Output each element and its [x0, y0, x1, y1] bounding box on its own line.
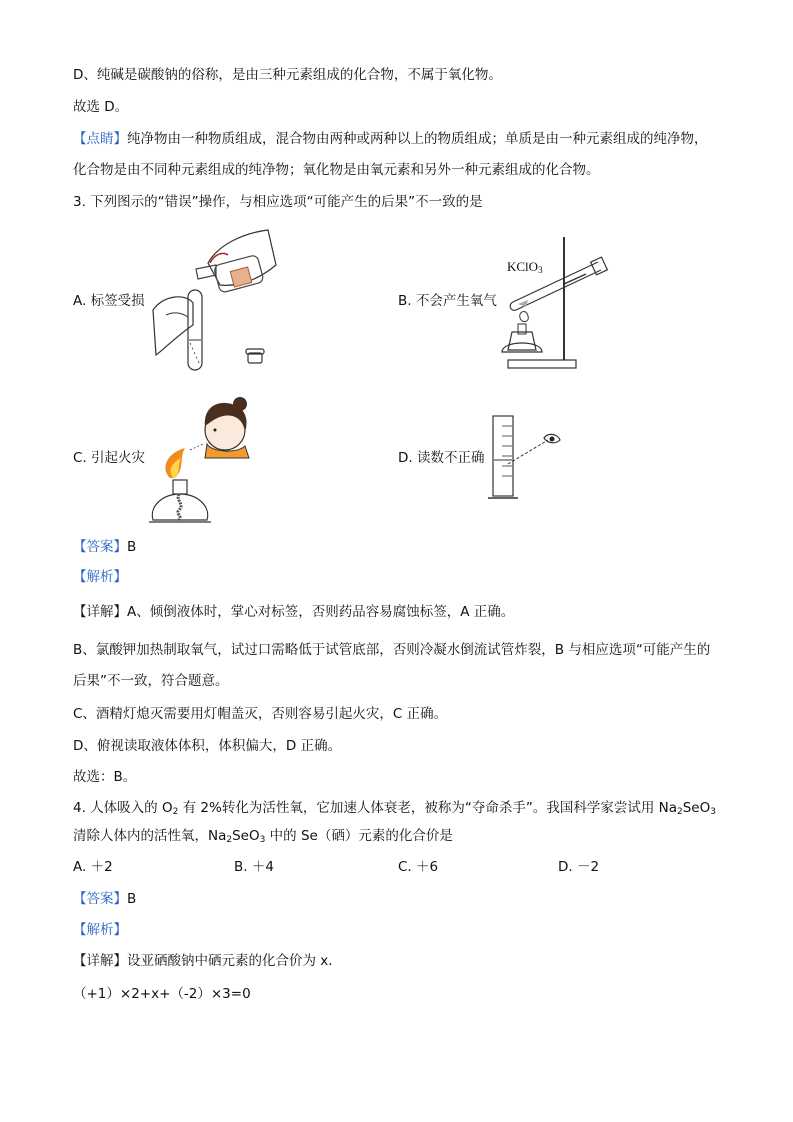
q4-option-a: A. ＋2 [73, 859, 113, 875]
question-4-stem-line2 [73, 827, 453, 849]
option-a-label: A. 标签受损 [73, 293, 145, 309]
q3-answer-value: B [127, 539, 137, 555]
q4-p2-a: 清除人体内的活性氧，Na [73, 828, 227, 844]
tip-text: 纯净物由一种物质组成，混合物由两种或两种以上的物质组成；单质是由一种元素组成的纯净物， [127, 131, 708, 147]
heating-kclo3-figure [498, 232, 618, 372]
q4-p2-c: 中的 Se（硒）元素的化合价是 [265, 828, 453, 844]
option-b-label: B. 不会产生氧气 [398, 293, 497, 309]
q4-analysis-tag: 【解析】 [73, 922, 127, 938]
q4-p1-sub3: 3 [710, 807, 716, 817]
option-c-label: C. 引起火灾 [73, 450, 146, 466]
text-line-choose-d: 故选 D。 [73, 99, 129, 115]
q4-p2-sub2: 3 [259, 835, 266, 845]
q4-p1-sub1: 2 [172, 807, 179, 817]
q4-option-c: C. ＋6 [398, 859, 439, 875]
q4-p1-a: 4. 人体吸入的 O [73, 800, 173, 816]
q4-equation: （+1）×2+x+（-2）×3=0 [73, 986, 251, 1002]
q4-p2-b: SeO [232, 828, 260, 844]
q4-p1-c: SeO [682, 800, 711, 816]
q3-detail-b1: B、氯酸钾加热制取氧气，试过口需略低于试管底部，否则冷凝水倒流试管炸裂，B 与相应选项“可能产生的 [73, 642, 711, 658]
q4-p2-sub1: 2 [226, 835, 233, 845]
q4-answer-line [73, 890, 136, 908]
cylinder-reading-figure [488, 412, 563, 502]
text-line-tip [73, 130, 708, 148]
q4-option-b: B. ＋4 [234, 859, 274, 875]
q3-detail-tag: 【详解】 [73, 604, 127, 620]
q3-detail-a [73, 603, 514, 621]
text-line-compound: 化合物是由不同种元素组成的纯净物；氧化物是由氧元素和另外一种元素组成的化合物。 [73, 162, 600, 178]
q3-detail-c: C、酒精灯熄灭需要用灯帽盖灭，否则容易引起火灾，C 正确。 [73, 706, 448, 722]
question-4-stem-line1 [73, 799, 716, 821]
q3-detail-b2: 后果”不一致，符合题意。 [73, 673, 229, 689]
q4-p1-sub2: 2 [676, 807, 683, 817]
q3-analysis-tag: 【解析】 [73, 569, 127, 585]
kclo3-label-subscript: 3 [538, 265, 543, 275]
tip-tag: 【点睛】 [73, 131, 127, 147]
q4-detail-text: 设亚硒酸钠中硒元素的化合价为 x． [127, 953, 342, 969]
q3-answer-tag: 【答案】 [73, 539, 127, 555]
pouring-liquid-figure [148, 225, 278, 375]
kclo3-label-text: KClO [507, 259, 539, 274]
q4-answer-tag: 【答案】 [73, 891, 127, 907]
question-3-stem: 3. 下列图示的“错误”操作，与相应选项“可能产生的后果”不一致的是 [73, 194, 483, 210]
q4-p1-b: 有 2%转化为活性氧，它加速人体衰老，被称为“夺命杀手”。我国科学家尝试用 Na [178, 800, 677, 816]
blowing-lamp-figure [145, 388, 255, 528]
q3-detail-a-text: A、倾倒液体时，掌心对标签，否则药品容易腐蚀标签，A 正确。 [127, 604, 515, 620]
q4-answer-value: B [127, 891, 137, 907]
q3-conclusion: 故选：B。 [73, 769, 137, 785]
q4-option-d: D. －2 [558, 859, 600, 875]
q3-answer-line [73, 538, 136, 556]
option-d-label: D. 读数不正确 [398, 450, 485, 466]
q4-detail-tag: 【详解】 [73, 953, 127, 969]
q4-detail-line [73, 952, 342, 970]
text-line-d-soda: D、纯碱是碳酸钠的俗称，是由三种元素组成的化合物，不属于氧化物。 [73, 67, 502, 83]
q3-detail-d: D、俯视读取液体体积，体积偏大，D 正确。 [73, 738, 342, 754]
